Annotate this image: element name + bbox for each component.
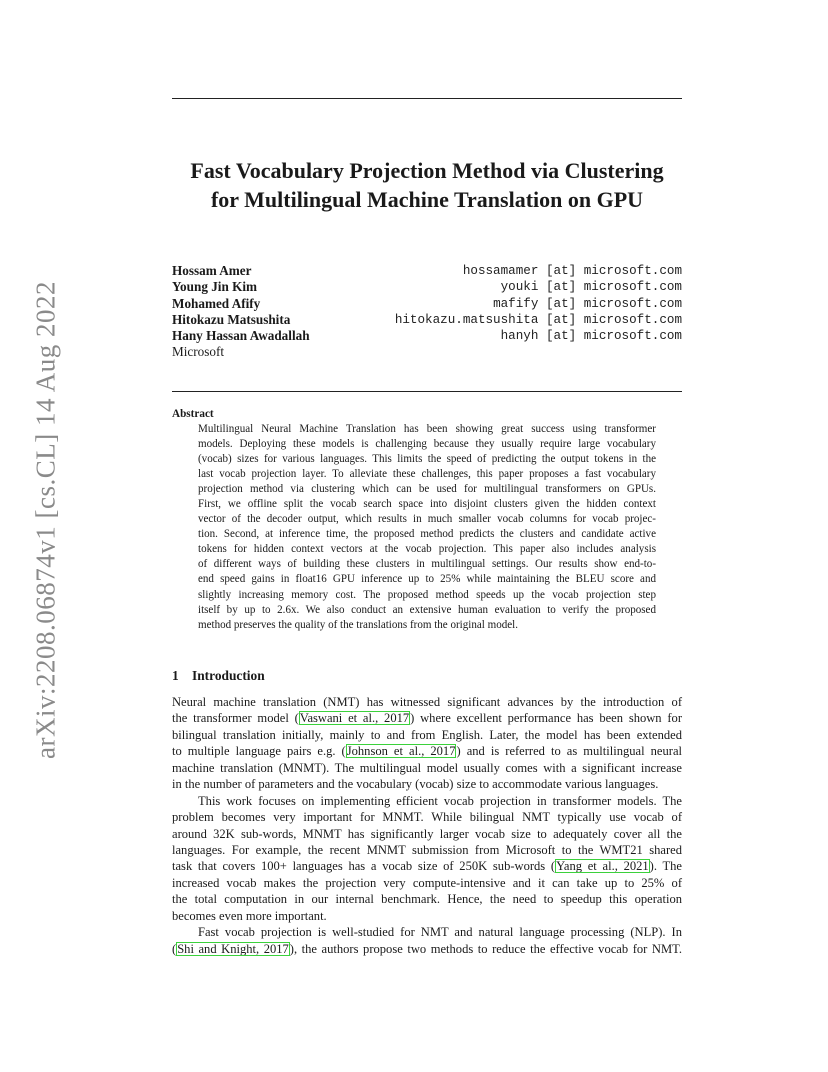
body-line [172, 858, 682, 874]
abstract-text [198, 422, 656, 633]
abstract-line: of different ways of building these clusters in multilingual settings. Our results show end-to- [198, 558, 656, 571]
abstract-line: method preserves the quality of the translations from the original model. [198, 618, 518, 631]
body-line: languages. For example, the recent MNMT submission from Microsoft to the WMT21 shared [172, 842, 682, 857]
author-row [172, 296, 682, 312]
body-line: problem becomes very important for MNMT. While bilingual NMT typically use vocab of [172, 810, 682, 825]
author-block [172, 263, 682, 361]
text-span: ) and is referred to as multilingual neural [456, 744, 683, 759]
citation-link[interactable]: Shi and Knight, 2017 [177, 941, 289, 956]
abstract-line: itself by up to 2.6x. We also conduct an extensive human evaluation to verify the proposed [198, 603, 656, 616]
text-span: ). The [649, 859, 682, 874]
abstract-line: First, we offline split the vocab search space into disjoint clusters given the hidden context [198, 498, 656, 511]
body-line: Fast vocab projection is well-studied for NMT and natural language processing (NLP). In [198, 925, 682, 940]
author-email: youki [at] microsoft.com [500, 280, 682, 295]
body-line: increased vocab makes the projection very compute-intensive and it can take up to 25% of [172, 875, 682, 890]
abstract-line: last vocab projection layer. To alleviate these challenges, this paper proposes a fast vocabulary [198, 468, 656, 481]
text-span: ( [172, 941, 177, 956]
abstract-line: Multilingual Neural Machine Translation has been showing great success using transformer [198, 423, 656, 435]
author-row [172, 328, 682, 344]
author-name: Young Jin Kim [172, 279, 258, 295]
abstract-line: (vocab) sizes for various languages. This limits the speed of predicting the output tokens in the [198, 453, 656, 466]
text-span: ) where excellent performance has been shown for [410, 711, 683, 726]
author-name: Hany Hassan Awadallah [172, 328, 310, 344]
abstract-line: vector of the decoder output, which results in much smaller vocab columns for vocab projec- [198, 513, 656, 526]
body-line: in the number of parameters and the vocabulary (vocab) size to accommodate various languages. [172, 777, 659, 792]
affiliation: Microsoft [172, 344, 225, 360]
abstract-heading: Abstract [172, 408, 214, 420]
body-line: Neural machine translation (NMT) has witnessed significant advances by the introduction of [172, 695, 682, 709]
citation-link[interactable]: Johnson et al., 2017 [346, 744, 456, 759]
citation-link[interactable]: Vaswani et al., 2017 [299, 711, 410, 726]
author-name: Hitokazu Matsushita [172, 311, 291, 327]
body-line: machine translation (MNMT). The multilingual model usually comes with a significant increase [172, 760, 682, 775]
text-span: task that covers 100+ languages has a vocab size of 250K sub-words ( [172, 859, 556, 874]
body-line [172, 743, 682, 759]
citation-link[interactable]: Yang et al., 2021 [556, 859, 649, 874]
abstract-line: tokens for hidden context vectors at the vocab projection. This paper also includes analysis [198, 543, 656, 556]
author-row [172, 279, 682, 295]
abstract-line: projection method via clustering which can be used for multilingual transformers on GPUs. [198, 483, 656, 496]
paper-title [172, 156, 682, 214]
title-line-2: for Multilingual Machine Translation on GPU [210, 187, 644, 212]
abstract-line: slightly increasing memory cost. The proposed method speeds up the vocab projection step [198, 588, 656, 601]
section-number: 1 [172, 668, 179, 683]
author-email: hanyh [at] microsoft.com [500, 329, 682, 344]
author-email: hitokazu.matsushita [at] microsoft.com [394, 312, 682, 327]
abstract-line: end speed gains in float16 GPU inference up to 25% while maintaining the BLEU score and [198, 573, 656, 586]
section-title: Introduction [192, 668, 265, 683]
section-rule [172, 391, 682, 392]
author-name: Hossam Amer [172, 263, 252, 278]
text-span: the transformer model ( [172, 711, 299, 726]
author-email: hossamamer [at] microsoft.com [462, 264, 682, 278]
text-span: ), the authors propose two methods to reduce the effective vocab for NMT. [289, 941, 682, 956]
body-line: This work focuses on implementing efficient vocab projection in transformer models. The [198, 793, 682, 808]
section-heading [172, 668, 265, 684]
top-rule [172, 98, 682, 99]
author-email: mafify [at] microsoft.com [493, 296, 682, 311]
body-line: becomes even more important. [172, 908, 327, 923]
body-line: bilingual translation initially, mainly to and from English. Later, the model has been extended [172, 727, 682, 742]
body-line: around 32K sub-words, MNMT has significantly larger vocab size to adequately cover all the [172, 826, 682, 841]
section-body [172, 694, 682, 957]
body-line [172, 941, 682, 957]
abstract-line: tion. Second, at inference time, the proposed method predicts the clusters and candidate active [198, 528, 656, 541]
author-row [172, 312, 682, 328]
author-row [172, 263, 682, 279]
title-line-1: Fast Vocabulary Projection Method via Clustering [190, 158, 664, 183]
abstract-line: models. Deploying these models is challenging because they usually require large vocabulary [198, 438, 656, 451]
author-name: Mohamed Afify [172, 295, 261, 311]
text-span: to multiple language pairs e.g. ( [172, 744, 346, 759]
body-line: the total computation in our internal benchmark. Hence, the need to speedup this operation [172, 892, 682, 907]
body-line [172, 710, 682, 726]
arxiv-identifier: arXiv:2208.06874v1 [cs.CL] 14 Aug 2022 [30, 281, 61, 759]
